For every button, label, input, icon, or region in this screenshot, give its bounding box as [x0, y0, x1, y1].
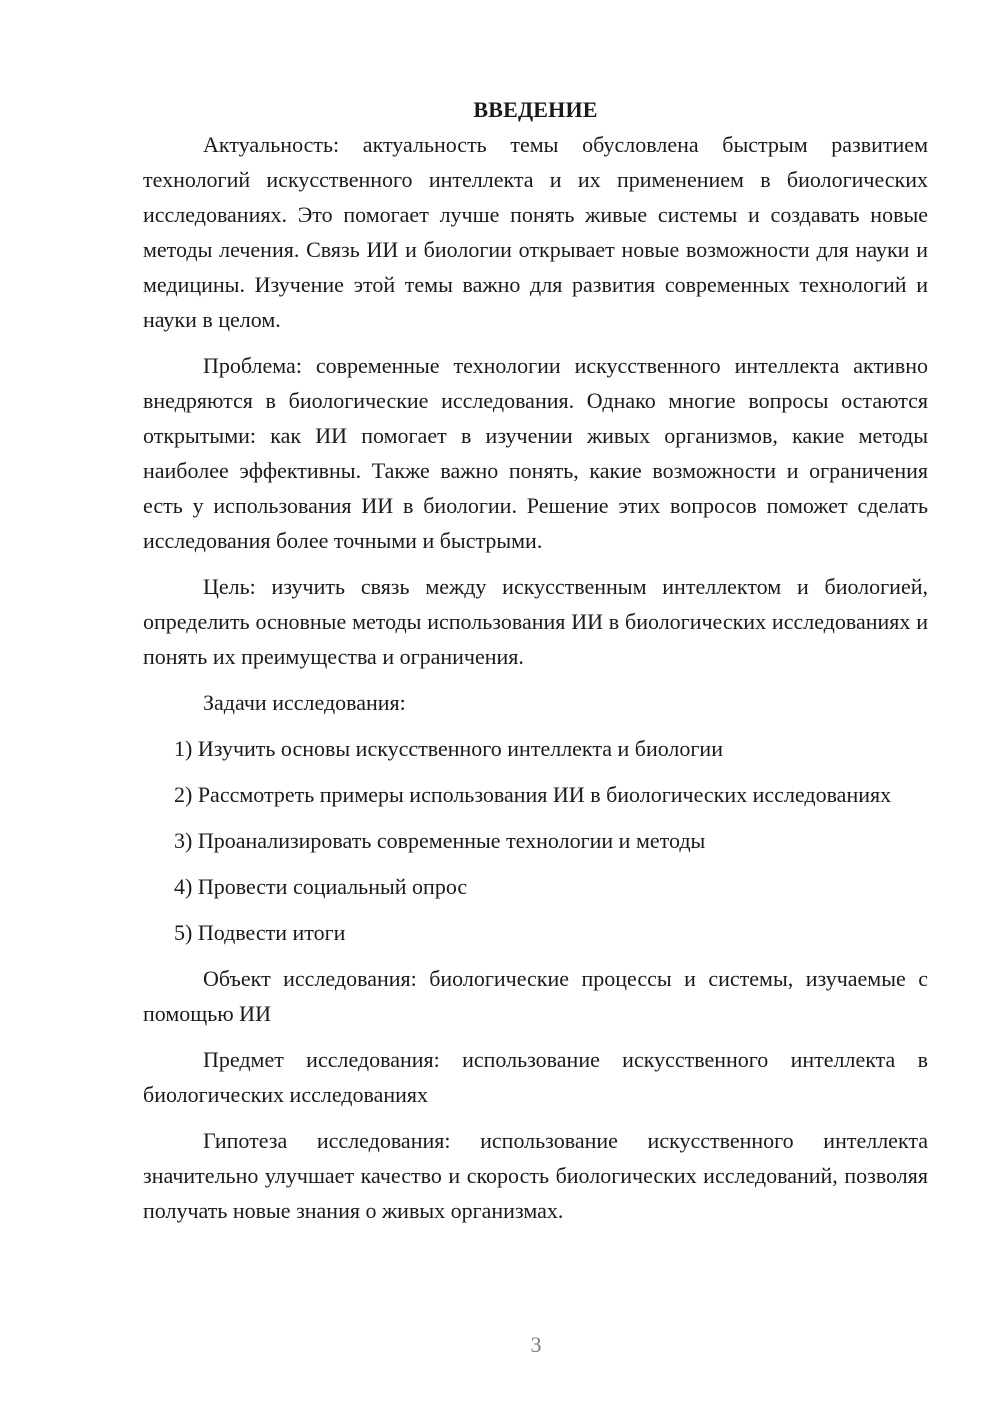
page-title: ВВЕДЕНИЕ: [473, 97, 598, 122]
task-item: 2) Рассмотреть примеры использования ИИ в биологических исследованиях: [174, 782, 892, 807]
goal-paragraph: Цель: изучить связь между искусственным интеллектом и биологией, определить основные методы использования ИИ в биологических исследованиях и понять их преимущества и ограничения.: [143, 574, 928, 669]
subject-paragraph: Предмет исследования: использование искусственного интеллекта в биологических исследованиях: [143, 1047, 928, 1107]
relevance-paragraph: Актуальность: актуальность темы обусловлена быстрым развитием технологий искусственного интеллекта и их применением в биологических исследованиях. Это помогает лучше понять живые системы и создавать новые методы лечения. Связь ИИ и биологии открывает новые возможности для науки и медицины. Изучение этой темы важно для развития современных технологий и науки в целом.: [143, 132, 928, 332]
document-page: [143, 92, 928, 1239]
problem-paragraph: Проблема: современные технологии искусственного интеллекта активно внедряются в биологические исследования. Однако многие вопросы остаются открытыми: как ИИ помогает в изучении живых организмов, какие методы наиболее эффективны. Также важно понять, какие возможности и ограничения есть у использования ИИ в биологии. Решение этих вопросов поможет сделать исследования более точными и быстрыми.: [143, 353, 928, 553]
task-item: 1) Изучить основы искусственного интеллекта и биологии: [174, 736, 723, 761]
object-paragraph: Объект исследования: биологические процессы и системы, изучаемые с помощью ИИ: [143, 966, 928, 1026]
hypothesis-paragraph: Гипотеза исследования: использование искусственного интеллекта значительно улучшает качество и скорость биологических исследований, позволяя получать новые знания о живых организмах.: [143, 1128, 928, 1223]
task-item: 5) Подвести итоги: [174, 920, 346, 945]
tasks-list: [143, 731, 928, 950]
task-item: 4) Провести социальный опрос: [174, 874, 468, 899]
task-item: 3) Проанализировать современные технологии и методы: [174, 828, 706, 853]
page-number: 3: [530, 1332, 542, 1357]
tasks-heading: Задачи исследования:: [203, 690, 406, 715]
